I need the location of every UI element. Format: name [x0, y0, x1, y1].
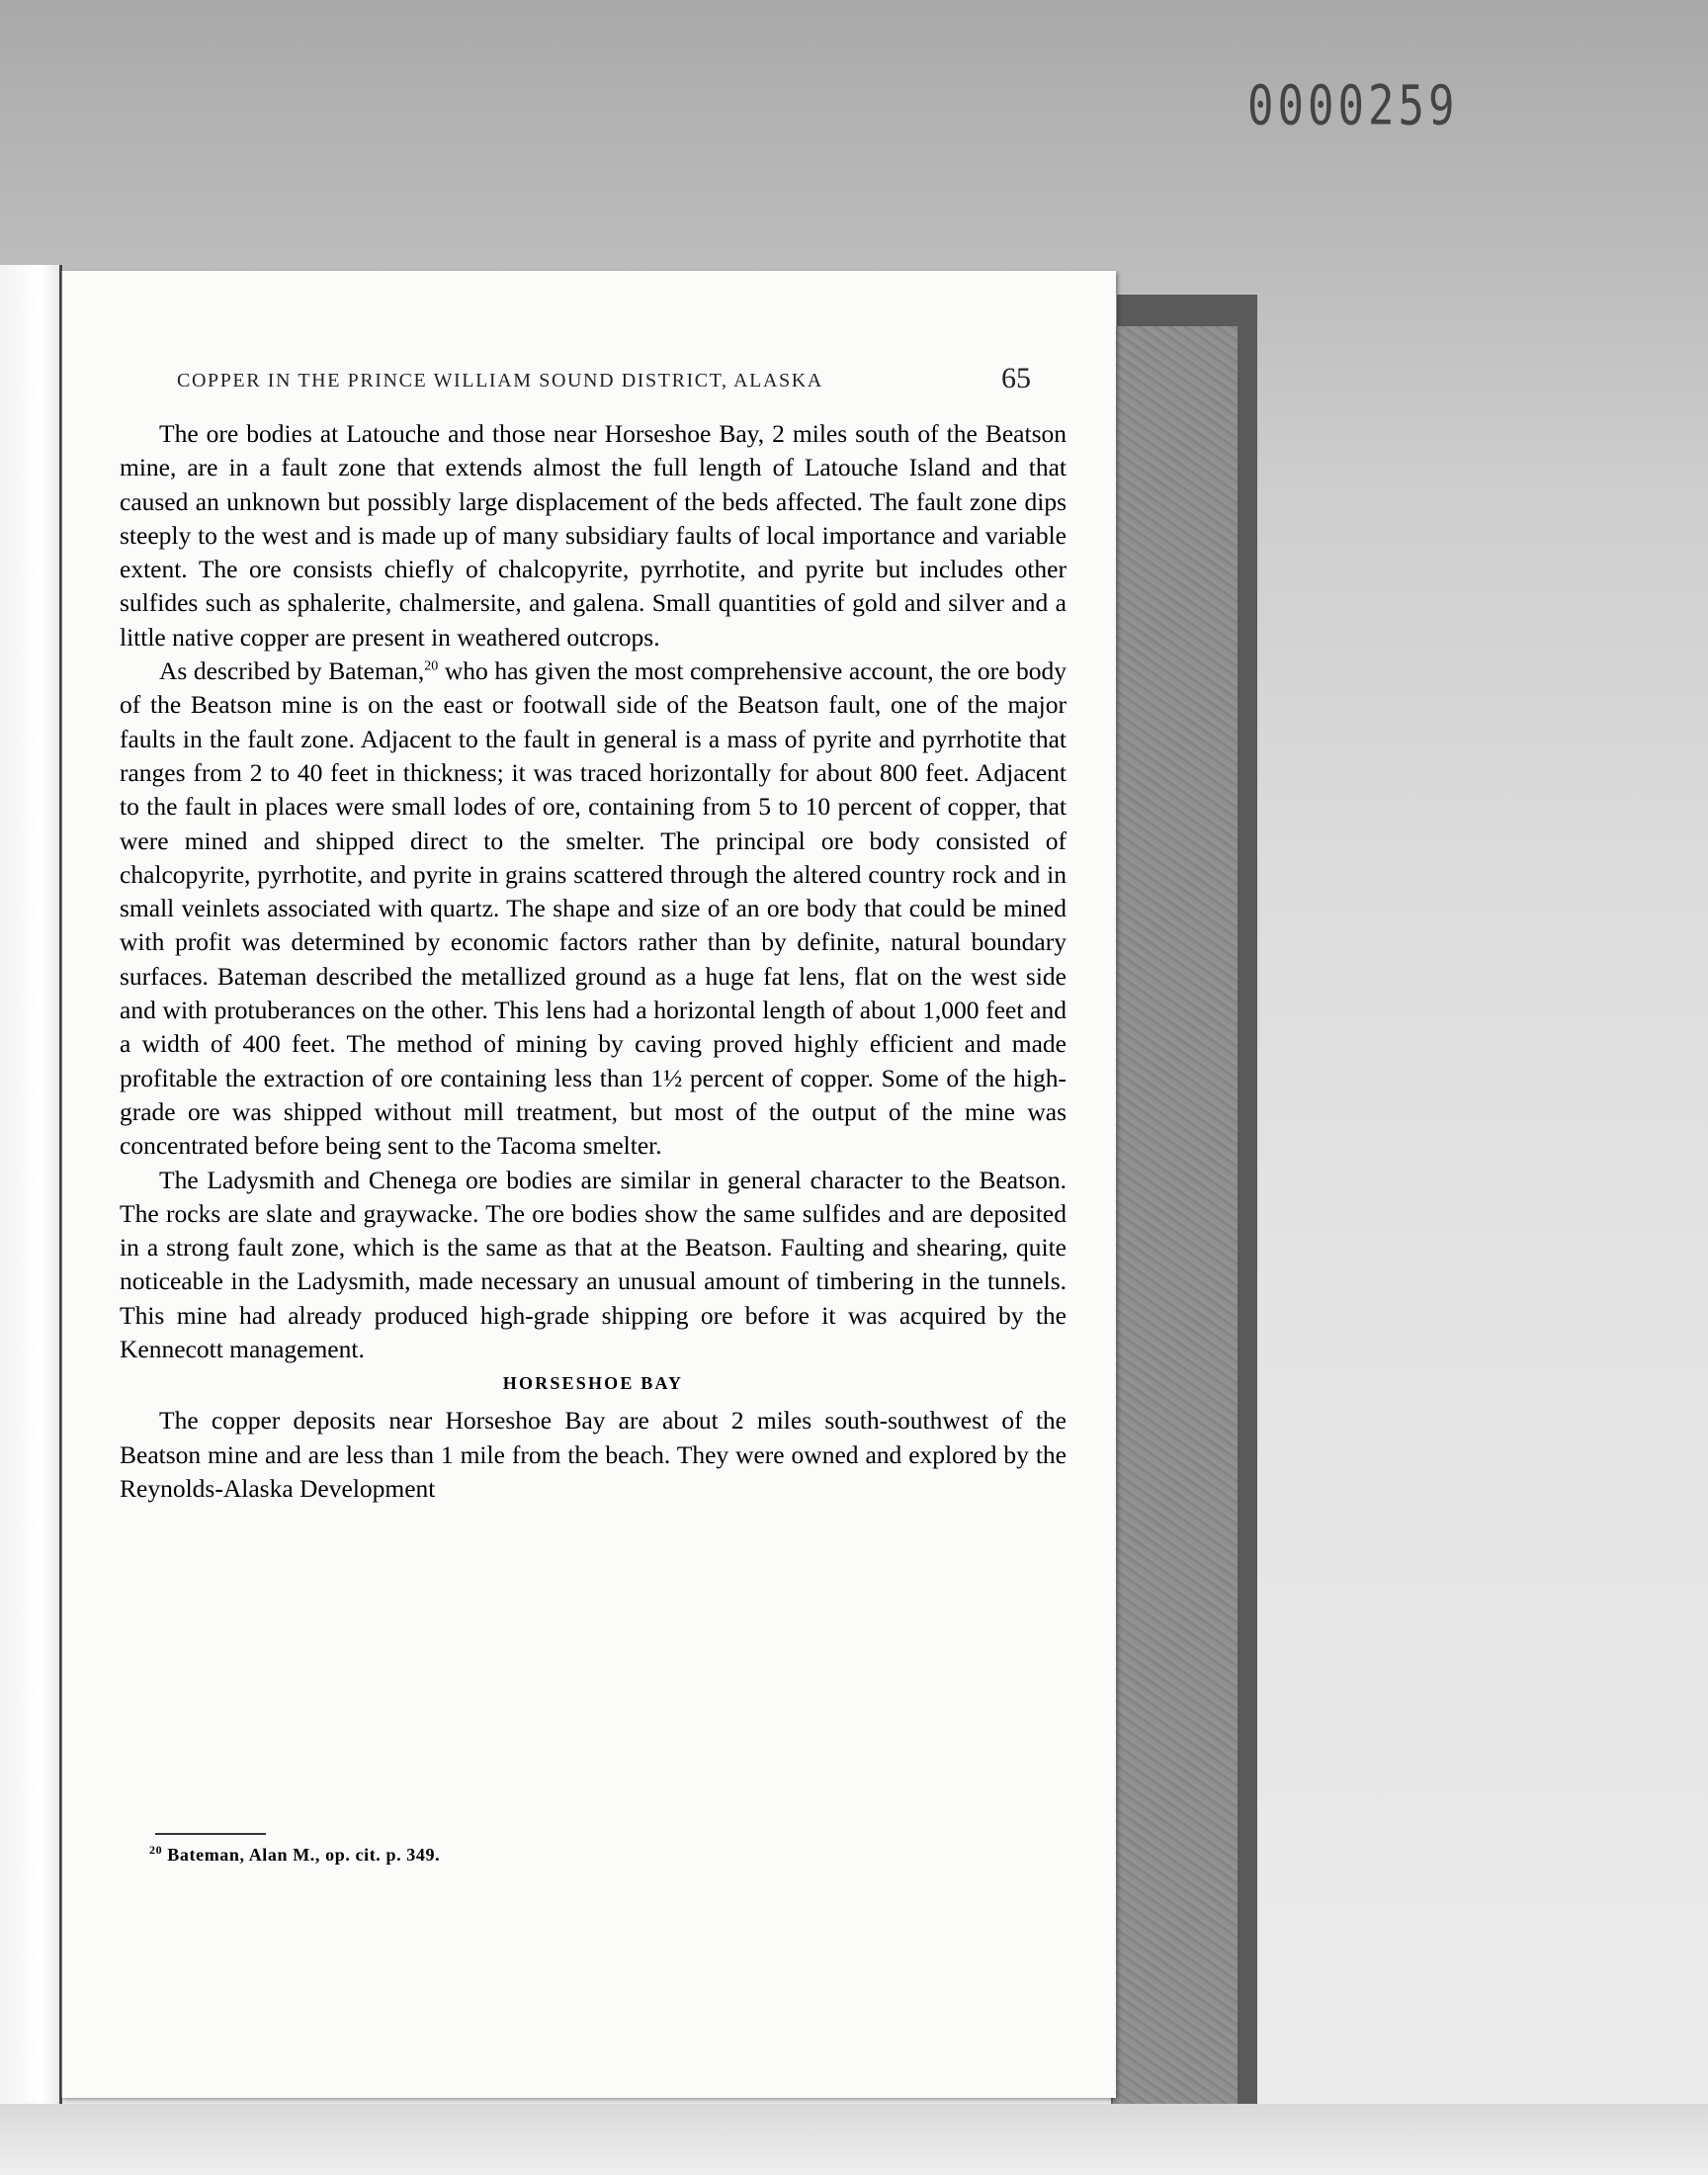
running-head: [177, 362, 1067, 394]
book-page: [61, 271, 1116, 2098]
footnote-reference: 20: [424, 658, 439, 674]
paragraph-4: The copper deposits near Horseshoe Bay are about 2 miles south-southwest of the Beatson mine and are less than 1 mile from the beach. They were owned and explored by the Reynolds-Alaska Development: [120, 1406, 1067, 1503]
footnote-text: Bateman, Alan M., op. cit. p. 349.: [162, 1845, 441, 1865]
paragraph-3: The Ladysmith and Chenega ore bodies are similar in general character to the Beatson. The rocks are slate and graywacke. The ore bodies show the same sulfides and are deposited in a strong fault zone, which is the same as that at the Beatson. Faulting and shearing, quite noticeable in the Ladysmith, made necessary an unusual amount of timbering in the tunnels. This mine had already produced high-grade shipping ore before it was acquired by the Kennecott management.: [120, 1165, 1067, 1364]
left-page-edge: [0, 265, 62, 2104]
paragraph-1: The ore bodies at Latouche and those near Horseshoe Bay, 2 miles south of the Beatson mine, are in a fault zone that extends almost the full length of Latouche Island and that caused an unknown but possibly large displacement of the beds affected. The fault zone dips steeply to the west and is made up of many subsidiary faults of local importance and variable extent. The ore consists chiefly of chalcopyrite, pyrrhotite, and pyrite but includes other sulfides such as sphalerite, chalmersite, and galena. Small quantities of gold and silver and a little native copper are present in weathered outcrops.: [120, 419, 1067, 652]
paragraph-2-rest: who has given the most comprehensive account, the ore body of the Beatson mine is on the east or footwall side of the Beatson fault, one of the major faults in the fault zone. Adjacent to the fault in general is a mass of pyrite and pyrrhotite that ranges from 2 to 40 feet in thickness; it was traced horizontally for about 800 feet. Adjacent to the fault in places were small lodes of ore, containing from 5 to 10 percent of copper, that were mined and shipped direct to the smelter. The principal ore body consisted of chalcopyrite, pyrrhotite, and pyrite in grains scattered through the altered country rock and in small veinlets associated with quartz. The shape and size of an ore body that could be mined with profit was determined by economic factors rather than by definite, natural boundary surfaces. Bateman described the metallized ground as a huge fat lens, flat on the west side and with protuberances on the other. This lens had a horizontal length of about 1,000 feet and a width of 400 feet. The method of mining by caving proved highly efficient and made profitable the extraction of ore containing less than 1½ percent of copper. Some of the high-grade ore was shipped without mill treatment, but most of the output of the mine was concentrated before being sent to the Tacoma smelter.: [120, 656, 1067, 1161]
footnote: [149, 1845, 440, 1866]
footnote-rule: [155, 1833, 266, 1835]
footnote-marker: 20: [149, 1843, 163, 1857]
paragraph-2: [120, 654, 1067, 1163]
running-head-title: COPPER IN THE PRINCE WILLIAM SOUND DISTRICT, ALASKA: [177, 370, 823, 392]
body-text: [120, 417, 1067, 1506]
book-binding-edge: [1111, 326, 1238, 2106]
section-heading: HORSESHOE BAY: [502, 1373, 684, 1394]
bottom-background: [0, 2104, 1708, 2175]
scan-stamp: 0000259: [1247, 74, 1459, 138]
paragraph-2-start: As described by Bateman,: [159, 656, 425, 686]
page-number: 65: [1001, 362, 1031, 394]
